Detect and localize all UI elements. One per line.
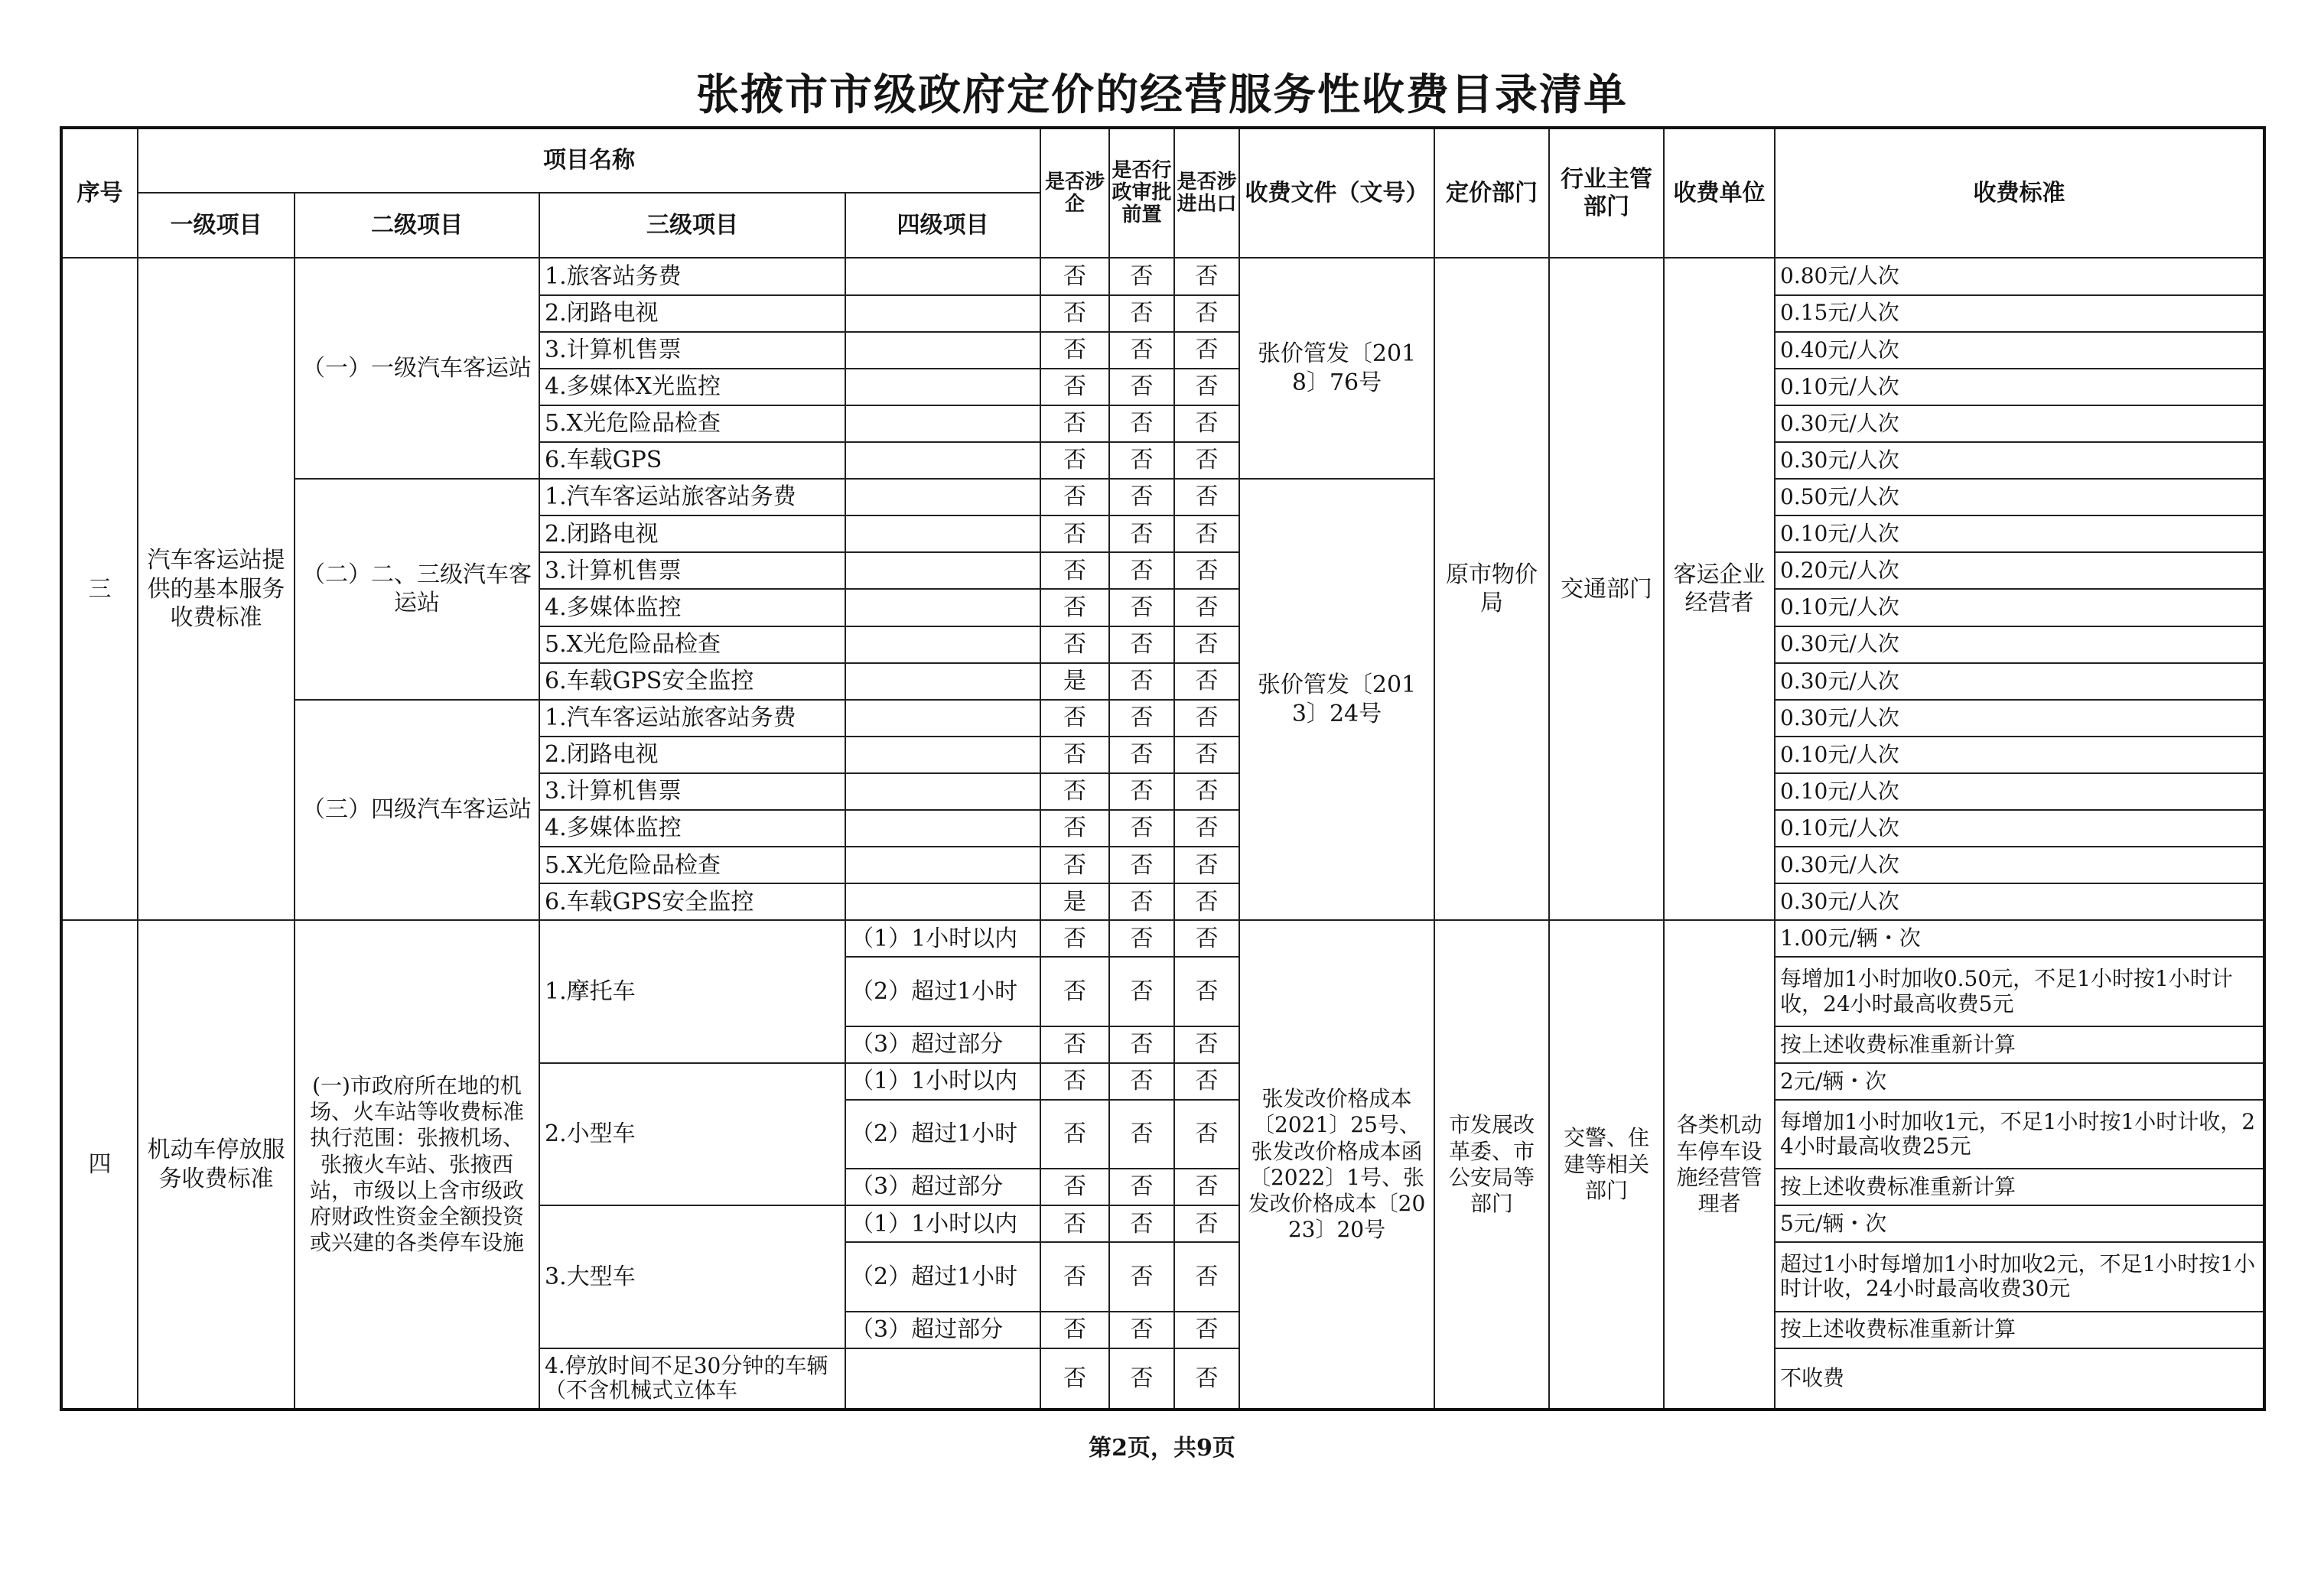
fee-standard-cell: 按上述收费标准重新计算 bbox=[1775, 1169, 2264, 1205]
level4-cell: （3）超过部分 bbox=[845, 1169, 1040, 1205]
level4-cell bbox=[845, 589, 1040, 626]
level3-cell: 3.计算机售票 bbox=[539, 773, 845, 810]
header-fee-unit: 收费单位 bbox=[1664, 128, 1775, 258]
import-export-cell: 否 bbox=[1174, 479, 1239, 515]
level4-cell: （1）1小时以内 bbox=[845, 920, 1040, 957]
admin-approval-cell: 否 bbox=[1109, 1312, 1174, 1348]
enterprise-cell: 否 bbox=[1040, 737, 1109, 773]
import-export-cell: 否 bbox=[1174, 1026, 1239, 1063]
fee-standard-cell: 不收费 bbox=[1775, 1348, 2264, 1410]
admin-approval-cell: 否 bbox=[1109, 957, 1174, 1026]
enterprise-cell: 否 bbox=[1040, 258, 1109, 294]
enterprise-cell: 否 bbox=[1040, 810, 1109, 847]
level4-cell bbox=[845, 626, 1040, 663]
import-export-cell: 否 bbox=[1174, 258, 1239, 294]
level2-cell: （三）四级汽车客运站 bbox=[295, 700, 539, 921]
admin-approval-cell: 否 bbox=[1109, 663, 1174, 700]
level3-cell: 6.车载GPS安全监控 bbox=[539, 663, 845, 700]
import-export-cell: 否 bbox=[1174, 1242, 1239, 1311]
fee-doc-cell: 张价管发〔2013〕24号 bbox=[1239, 479, 1434, 920]
header-import-export: 是否涉进出口 bbox=[1174, 128, 1239, 258]
table-row bbox=[61, 700, 2264, 737]
fee-catalog-table bbox=[60, 126, 2266, 1411]
level3-cell: 1.汽车客运站旅客站务费 bbox=[539, 479, 845, 515]
enterprise-cell: 否 bbox=[1040, 369, 1109, 405]
fee-standard-cell: 0.10元/人次 bbox=[1775, 369, 2264, 405]
level4-cell bbox=[845, 847, 1040, 883]
pricing-dept-cell: 原市物价局 bbox=[1434, 258, 1549, 920]
admin-approval-cell: 否 bbox=[1109, 295, 1174, 332]
level4-cell bbox=[845, 773, 1040, 810]
header-level2: 二级项目 bbox=[295, 193, 539, 258]
level3-cell: 5.X光危险品检查 bbox=[539, 626, 845, 663]
level3-cell: 5.X光危险品检查 bbox=[539, 405, 845, 442]
enterprise-cell: 否 bbox=[1040, 626, 1109, 663]
enterprise-cell: 否 bbox=[1040, 700, 1109, 737]
level4-cell bbox=[845, 810, 1040, 847]
fee-standard-cell: 0.10元/人次 bbox=[1775, 810, 2264, 847]
pricing-dept-cell: 市发展改革委、市公安局等部门 bbox=[1434, 920, 1549, 1410]
fee-standard-cell: 1.00元/辆・次 bbox=[1775, 920, 2264, 957]
industry-dept-cell: 交警、住建等相关部门 bbox=[1549, 920, 1664, 1410]
fee-standard-cell: 0.30元/人次 bbox=[1775, 405, 2264, 442]
import-export-cell: 否 bbox=[1174, 700, 1239, 737]
enterprise-cell: 否 bbox=[1040, 1063, 1109, 1100]
import-export-cell: 否 bbox=[1174, 1312, 1239, 1348]
level4-cell bbox=[845, 332, 1040, 369]
import-export-cell: 否 bbox=[1174, 957, 1239, 1026]
fee-standard-cell: 0.30元/人次 bbox=[1775, 847, 2264, 883]
level3-cell: 3.计算机售票 bbox=[539, 332, 845, 369]
import-export-cell: 否 bbox=[1174, 552, 1239, 589]
import-export-cell: 否 bbox=[1174, 1063, 1239, 1100]
level3-cell: 2.闭路电视 bbox=[539, 515, 845, 552]
admin-approval-cell: 否 bbox=[1109, 1063, 1174, 1100]
level1-cell: 汽车客运站提供的基本服务收费标准 bbox=[138, 258, 295, 920]
fee-unit-cell: 客运企业经营者 bbox=[1664, 258, 1775, 920]
import-export-cell: 否 bbox=[1174, 883, 1239, 920]
enterprise-cell: 否 bbox=[1040, 442, 1109, 479]
level4-cell bbox=[845, 258, 1040, 294]
fee-standard-cell: 5元/辆・次 bbox=[1775, 1205, 2264, 1242]
level3-cell: 6.车载GPS bbox=[539, 442, 845, 479]
level4-cell: （3）超过部分 bbox=[845, 1026, 1040, 1063]
enterprise-cell: 否 bbox=[1040, 589, 1109, 626]
admin-approval-cell: 否 bbox=[1109, 1205, 1174, 1242]
enterprise-cell: 否 bbox=[1040, 920, 1109, 957]
header-level3: 三级项目 bbox=[539, 193, 845, 258]
enterprise-cell: 否 bbox=[1040, 847, 1109, 883]
enterprise-cell: 否 bbox=[1040, 479, 1109, 515]
fee-standard-cell: 0.40元/人次 bbox=[1775, 332, 2264, 369]
level1-cell: 机动车停放服务收费标准 bbox=[138, 920, 295, 1410]
fee-standard-cell: 按上述收费标准重新计算 bbox=[1775, 1026, 2264, 1063]
fee-standard-cell: 2元/辆・次 bbox=[1775, 1063, 2264, 1100]
header-level4: 四级项目 bbox=[845, 193, 1040, 258]
level3-cell: 3.计算机售票 bbox=[539, 552, 845, 589]
level3-cell: 6.车载GPS安全监控 bbox=[539, 883, 845, 920]
level3-cell: 1.旅客站务费 bbox=[539, 258, 845, 294]
level4-cell: （3）超过部分 bbox=[845, 1312, 1040, 1348]
fee-standard-cell: 0.30元/人次 bbox=[1775, 442, 2264, 479]
enterprise-cell: 否 bbox=[1040, 1026, 1109, 1063]
header-pricing-dept: 定价部门 bbox=[1434, 128, 1549, 258]
import-export-cell: 否 bbox=[1174, 1348, 1239, 1410]
level4-cell: （2）超过1小时 bbox=[845, 957, 1040, 1026]
enterprise-cell: 否 bbox=[1040, 1100, 1109, 1169]
import-export-cell: 否 bbox=[1174, 1205, 1239, 1242]
admin-approval-cell: 否 bbox=[1109, 737, 1174, 773]
import-export-cell: 否 bbox=[1174, 442, 1239, 479]
admin-approval-cell: 否 bbox=[1109, 1169, 1174, 1205]
table-row bbox=[61, 258, 2264, 294]
admin-approval-cell: 否 bbox=[1109, 810, 1174, 847]
admin-approval-cell: 否 bbox=[1109, 773, 1174, 810]
import-export-cell: 否 bbox=[1174, 920, 1239, 957]
level4-cell bbox=[845, 700, 1040, 737]
level4-cell: （2）超过1小时 bbox=[845, 1100, 1040, 1169]
level3-cell: 4.停放时间不足30分钟的车辆（不含机械式立体车 bbox=[539, 1348, 845, 1410]
import-export-cell: 否 bbox=[1174, 663, 1239, 700]
admin-approval-cell: 否 bbox=[1109, 369, 1174, 405]
level4-cell bbox=[845, 515, 1040, 552]
level4-cell: （1）1小时以内 bbox=[845, 1063, 1040, 1100]
import-export-cell: 否 bbox=[1174, 295, 1239, 332]
level2-cell: （二）二、三级汽车客运站 bbox=[295, 479, 539, 700]
admin-approval-cell: 否 bbox=[1109, 405, 1174, 442]
level3-cell: 1.汽车客运站旅客站务费 bbox=[539, 700, 845, 737]
level3-cell: 2.闭路电视 bbox=[539, 295, 845, 332]
fee-doc-cell: 张价管发〔2018〕76号 bbox=[1239, 258, 1434, 479]
enterprise-cell: 否 bbox=[1040, 1348, 1109, 1410]
fee-standard-cell: 0.10元/人次 bbox=[1775, 589, 2264, 626]
header-enterprise: 是否涉企 bbox=[1040, 128, 1109, 258]
level4-cell bbox=[845, 1348, 1040, 1410]
level4-cell bbox=[845, 369, 1040, 405]
admin-approval-cell: 否 bbox=[1109, 589, 1174, 626]
enterprise-cell: 否 bbox=[1040, 1169, 1109, 1205]
industry-dept-cell: 交通部门 bbox=[1549, 258, 1664, 920]
table-row bbox=[61, 479, 2264, 515]
level3-cell: 1.摩托车 bbox=[539, 920, 845, 1062]
enterprise-cell: 否 bbox=[1040, 332, 1109, 369]
enterprise-cell: 否 bbox=[1040, 1242, 1109, 1311]
enterprise-cell: 否 bbox=[1040, 957, 1109, 1026]
fee-standard-cell: 每增加1小时加收0.50元，不足1小时按1小时计收，24小时最高收费5元 bbox=[1775, 957, 2264, 1026]
fee-unit-cell: 各类机动车停车设施经营管理者 bbox=[1664, 920, 1775, 1410]
admin-approval-cell: 否 bbox=[1109, 515, 1174, 552]
level4-cell bbox=[845, 737, 1040, 773]
level4-cell bbox=[845, 295, 1040, 332]
seq-cell: 三 bbox=[61, 258, 138, 920]
import-export-cell: 否 bbox=[1174, 515, 1239, 552]
fee-standard-cell: 0.80元/人次 bbox=[1775, 258, 2264, 294]
admin-approval-cell: 否 bbox=[1109, 1242, 1174, 1311]
admin-approval-cell: 否 bbox=[1109, 700, 1174, 737]
fee-standard-cell: 按上述收费标准重新计算 bbox=[1775, 1312, 2264, 1348]
level3-cell: 2.闭路电视 bbox=[539, 737, 845, 773]
import-export-cell: 否 bbox=[1174, 847, 1239, 883]
fee-standard-cell: 0.15元/人次 bbox=[1775, 295, 2264, 332]
admin-approval-cell: 否 bbox=[1109, 332, 1174, 369]
page-footer: 第2页，共9页 bbox=[1089, 1435, 1235, 1462]
admin-approval-cell: 否 bbox=[1109, 479, 1174, 515]
admin-approval-cell: 否 bbox=[1109, 258, 1174, 294]
level4-cell bbox=[845, 479, 1040, 515]
level4-cell bbox=[845, 663, 1040, 700]
enterprise-cell: 否 bbox=[1040, 773, 1109, 810]
admin-approval-cell: 否 bbox=[1109, 442, 1174, 479]
admin-approval-cell: 否 bbox=[1109, 847, 1174, 883]
fee-standard-cell: 0.10元/人次 bbox=[1775, 773, 2264, 810]
import-export-cell: 否 bbox=[1174, 737, 1239, 773]
admin-approval-cell: 否 bbox=[1109, 552, 1174, 589]
import-export-cell: 否 bbox=[1174, 332, 1239, 369]
admin-approval-cell: 否 bbox=[1109, 1348, 1174, 1410]
header-item-name: 项目名称 bbox=[138, 128, 1040, 193]
level3-cell: 4.多媒体X光监控 bbox=[539, 369, 845, 405]
enterprise-cell: 否 bbox=[1040, 1312, 1109, 1348]
fee-standard-cell: 0.30元/人次 bbox=[1775, 883, 2264, 920]
import-export-cell: 否 bbox=[1174, 626, 1239, 663]
fee-standard-cell: 0.20元/人次 bbox=[1775, 552, 2264, 589]
admin-approval-cell: 否 bbox=[1109, 1100, 1174, 1169]
enterprise-cell: 是 bbox=[1040, 663, 1109, 700]
page-title: 张掖市市级政府定价的经营服务性收费目录清单 bbox=[696, 70, 1628, 120]
level4-cell bbox=[845, 552, 1040, 589]
import-export-cell: 否 bbox=[1174, 1169, 1239, 1205]
fee-standard-cell: 0.10元/人次 bbox=[1775, 515, 2264, 552]
enterprise-cell: 否 bbox=[1040, 552, 1109, 589]
fee-standard-cell: 超过1小时每增加1小时加收2元，不足1小时按1小时计收，24小时最高收费30元 bbox=[1775, 1242, 2264, 1311]
level2-cell: （一）一级汽车客运站 bbox=[295, 258, 539, 479]
level3-cell: 4.多媒体监控 bbox=[539, 589, 845, 626]
import-export-cell: 否 bbox=[1174, 773, 1239, 810]
fee-standard-cell: 每增加1小时加收1元，不足1小时按1小时计收，24小时最高收费25元 bbox=[1775, 1100, 2264, 1169]
enterprise-cell: 是 bbox=[1040, 883, 1109, 920]
header-seq: 序号 bbox=[61, 128, 138, 258]
level2-cell: (一)市政府所在地的机场、火车站等收费标准执行范围：张掖机场、张掖火车站、张掖西站，市级以上含市级政府财政性资金全额投资或兴建的各类停车设施 bbox=[295, 920, 539, 1410]
import-export-cell: 否 bbox=[1174, 810, 1239, 847]
header-industry-dept: 行业主管部门 bbox=[1549, 128, 1664, 258]
level4-cell: （1）1小时以内 bbox=[845, 1205, 1040, 1242]
level4-cell: （2）超过1小时 bbox=[845, 1242, 1040, 1311]
fee-standard-cell: 0.50元/人次 bbox=[1775, 479, 2264, 515]
level3-cell: 5.X光危险品检查 bbox=[539, 847, 845, 883]
level3-cell: 3.大型车 bbox=[539, 1205, 845, 1348]
header-fee-standard: 收费标准 bbox=[1775, 128, 2264, 258]
header-fee-doc: 收费文件（文号） bbox=[1239, 128, 1434, 258]
level3-cell: 2.小型车 bbox=[539, 1063, 845, 1205]
admin-approval-cell: 否 bbox=[1109, 920, 1174, 957]
table-row bbox=[61, 920, 2264, 957]
import-export-cell: 否 bbox=[1174, 405, 1239, 442]
admin-approval-cell: 否 bbox=[1109, 1026, 1174, 1063]
enterprise-cell: 否 bbox=[1040, 295, 1109, 332]
enterprise-cell: 否 bbox=[1040, 405, 1109, 442]
admin-approval-cell: 否 bbox=[1109, 626, 1174, 663]
fee-standard-cell: 0.30元/人次 bbox=[1775, 626, 2264, 663]
enterprise-cell: 否 bbox=[1040, 1205, 1109, 1242]
level4-cell bbox=[845, 883, 1040, 920]
fee-standard-cell: 0.10元/人次 bbox=[1775, 737, 2264, 773]
level3-cell: 4.多媒体监控 bbox=[539, 810, 845, 847]
seq-cell: 四 bbox=[61, 920, 138, 1410]
fee-standard-cell: 0.30元/人次 bbox=[1775, 663, 2264, 700]
enterprise-cell: 否 bbox=[1040, 515, 1109, 552]
fee-doc-cell: 张发改价格成本〔2021〕25号、张发改价格成本函〔2022〕1号、张发改价格成本〔2023〕20号 bbox=[1239, 920, 1434, 1410]
import-export-cell: 否 bbox=[1174, 369, 1239, 405]
admin-approval-cell: 否 bbox=[1109, 883, 1174, 920]
fee-standard-cell: 0.30元/人次 bbox=[1775, 700, 2264, 737]
header-admin-approval: 是否行政审批前置 bbox=[1109, 128, 1174, 258]
level4-cell bbox=[845, 442, 1040, 479]
level4-cell bbox=[845, 405, 1040, 442]
import-export-cell: 否 bbox=[1174, 589, 1239, 626]
header-level1: 一级项目 bbox=[138, 193, 295, 258]
import-export-cell: 否 bbox=[1174, 1100, 1239, 1169]
